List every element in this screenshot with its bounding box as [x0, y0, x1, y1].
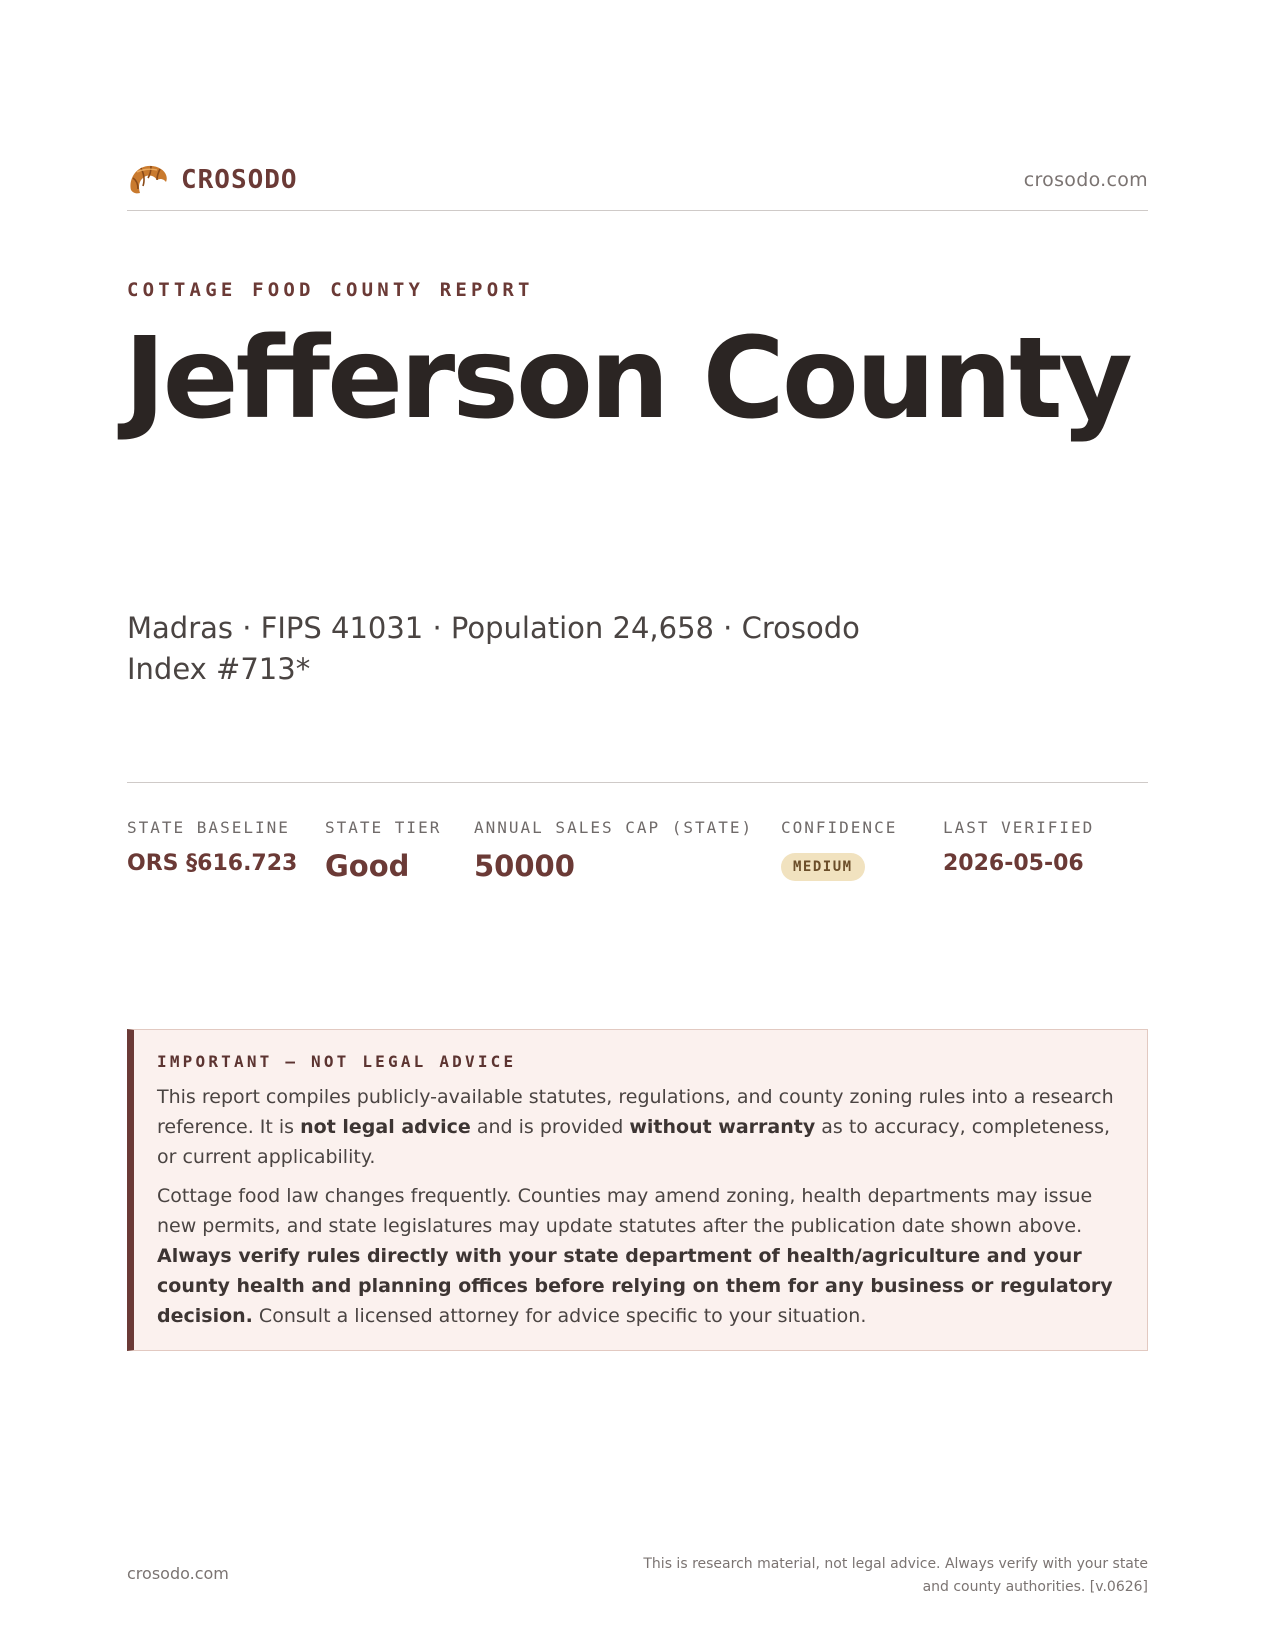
notice-paragraph-1 [157, 1082, 1123, 1172]
notice-text: Cottage food law changes frequently. Counties may amend zoning, health departments may issue new permits, and state legislatures may update statutes after the publication date shown above. [157, 1185, 1093, 1237]
stat-last-verified [943, 818, 1094, 876]
stats-row [127, 818, 1148, 898]
notice-text: Consult a licensed attorney for advice specific to your situation. [252, 1305, 867, 1327]
stat-label: LAST VERIFIED [943, 818, 1095, 837]
stat-confidence [781, 818, 897, 881]
notice-emphasis: without warranty [629, 1116, 816, 1138]
croissant-icon [127, 160, 169, 200]
notice-heading: IMPORTANT — NOT LEGAL ADVICE [157, 1052, 517, 1071]
legal-notice [127, 1029, 1148, 1351]
stat-value: Good [325, 849, 410, 883]
report-subtitle: Madras · FIPS 41031 · Population 24,658 · Crosodo Index #713* [127, 611, 860, 686]
brand-name: CROSODO [181, 165, 298, 195]
notice-paragraph-2 [157, 1181, 1123, 1331]
header-divider [127, 210, 1148, 211]
notice-text: This report compiles publicly-available statutes, regulations, and county zoning rules into a research reference. It is [157, 1086, 1114, 1138]
notice-text: as to accuracy, completeness, or current applicability. [157, 1116, 1111, 1168]
site-url: crosodo.com [1023, 169, 1148, 191]
stat-state-tier [325, 818, 441, 883]
stat-label: STATE TIER [325, 818, 442, 837]
notice-emphasis: Always verify rules directly with your state department of health/agriculture and your county health and planning offices before relying on them for any business or regulatory decision. [157, 1245, 1113, 1327]
stat-value: 50000 [474, 849, 575, 883]
report-eyebrow: COTTAGE FOOD COUNTY REPORT [127, 279, 534, 301]
footer-disclaimer: This is research material, not legal advice. Always verify with your state and county authorities. [v.0626] [643, 1556, 1148, 1595]
stat-label: STATE BASELINE [127, 818, 290, 837]
header [127, 158, 1148, 202]
brand [127, 160, 298, 200]
confidence-badge: MEDIUM [781, 853, 865, 881]
stat-state-baseline [127, 818, 297, 876]
stat-value: ORS §616.723 [127, 851, 298, 876]
stat-label: CONFIDENCE [781, 818, 898, 837]
page-title: Jefferson County [124, 314, 1130, 444]
notice-emphasis: not legal advice [300, 1116, 471, 1138]
footer-url: crosodo.com [127, 1564, 229, 1583]
report-page [124, 0, 1148, 1650]
stat-annual-sales-cap [474, 818, 753, 883]
stat-label: ANNUAL SALES CAP (STATE) [474, 818, 754, 837]
section-divider [127, 782, 1148, 783]
notice-text: and is provided [470, 1116, 630, 1138]
stat-value: 2026-05-06 [943, 851, 1084, 876]
